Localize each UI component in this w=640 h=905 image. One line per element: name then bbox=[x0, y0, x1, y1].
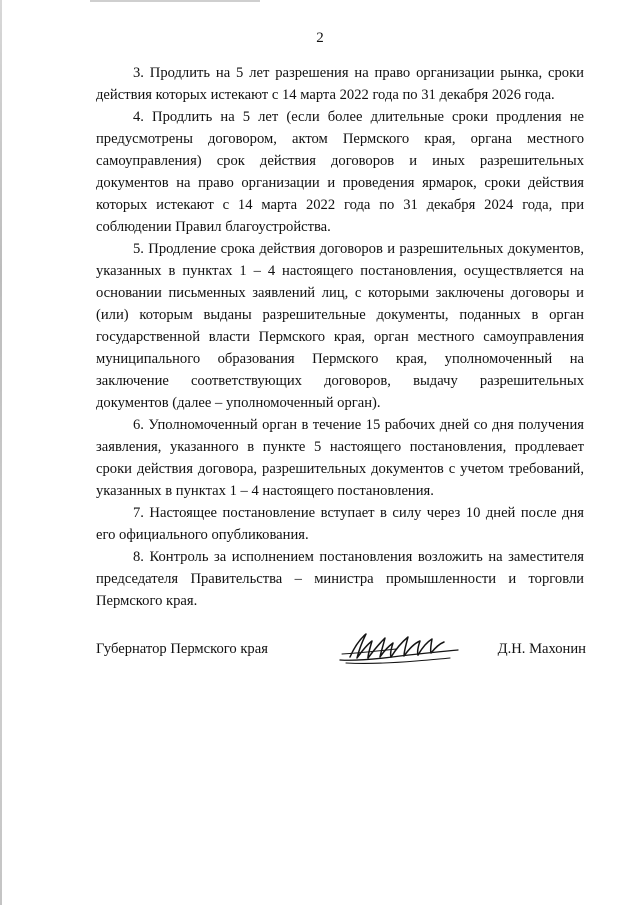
paragraph-6: 6. Уполномоченный орган в течение 15 рабочих дней со дня получения заявления, указанного в пункте 5 настоящего постановления, продлевает сроки действия договора, разрешительных документов с учетом требований, указанных в пунктах 1 – 4 настоящего постановления. bbox=[96, 417, 584, 499]
paragraph-3: 3. Продлить на 5 лет разрешения на право организации рынка, сроки действия которых истекают с 14 марта 2022 года по 31 декабря 2026 года. bbox=[96, 65, 584, 103]
page-number: 2 bbox=[316, 30, 324, 46]
signer-title: Губернатор Пермского края bbox=[96, 641, 268, 657]
paragraph-7: 7. Настоящее постановление вступает в силу через 10 дней после дня его официального опубликования. bbox=[96, 505, 584, 543]
handwritten-signature-icon bbox=[336, 630, 462, 670]
signature-block bbox=[96, 630, 586, 670]
paragraph-8: 8. Контроль за исполнением постановления возложить на заместителя председателя Правительства – министра промышленности и торговли Пермского края. bbox=[96, 549, 584, 609]
signer-name: Д.Н. Махонин bbox=[497, 641, 586, 657]
paragraph-4: 4. Продлить на 5 лет (если более длительные сроки продления не предусмотрены договором, актом Пермского края, органа местного самоуправления) срок действия договоров и иных разрешительных документов на право организации и проведения ярмарок, сроки действия которых истекают с 14 марта 2022 года по 31 декабря 2024 года, при соблюдении Правил благоустройства. bbox=[96, 109, 584, 235]
scan-edge-left bbox=[0, 0, 2, 905]
document-body bbox=[96, 62, 584, 612]
scan-edge-top bbox=[90, 0, 260, 2]
paragraph-5: 5. Продление срока действия договоров и разрешительных документов, указанных в пунктах 1 – 4 настоящего постановления, осуществляется на основании письменных заявлений лиц, с которыми заключены договоры и (или) которым выданы разрешительные документы, поданных в орган государственной власти Пермского края, орган местного самоуправления муниципального образования Пермского края, уполномоченный на заключение соответствующих договоров, выдачу разрешительных документов (далее – уполномоченный орган). bbox=[96, 241, 584, 411]
